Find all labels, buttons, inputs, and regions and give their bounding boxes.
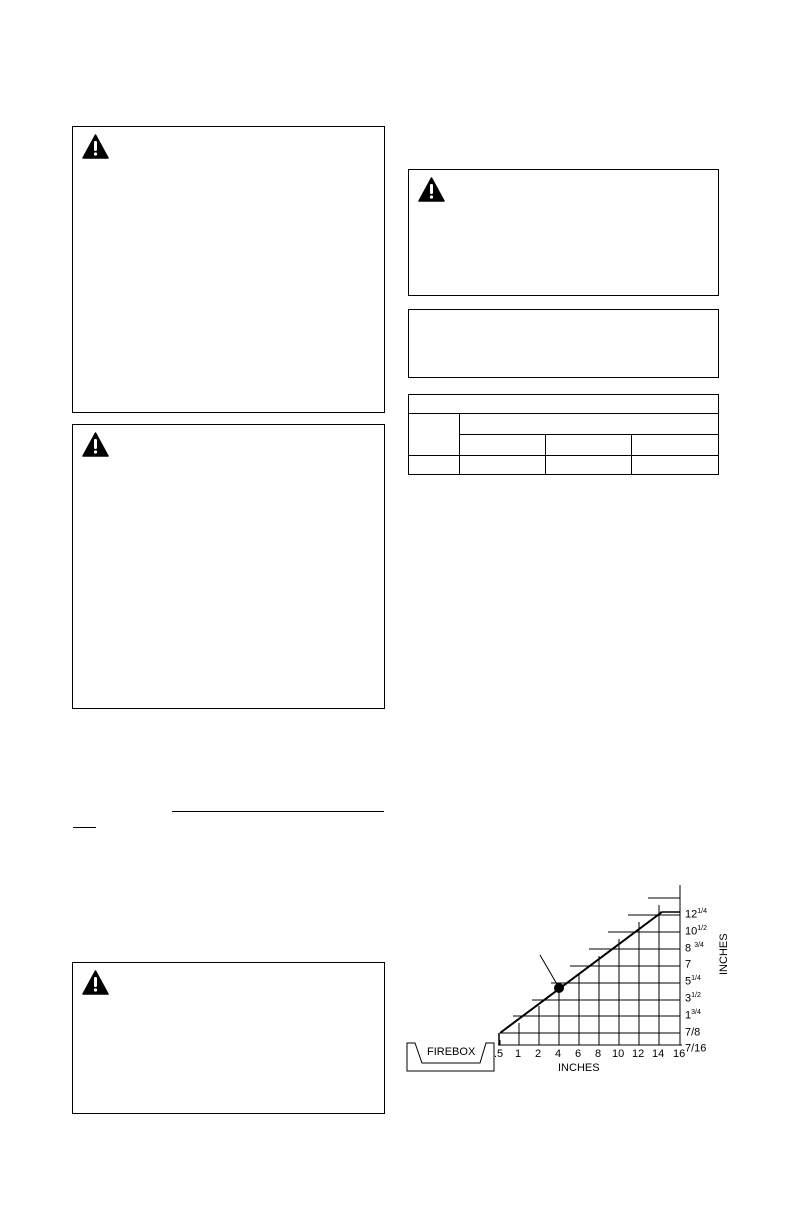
diagonal-clearance-line (500, 912, 662, 1033)
note-box (408, 309, 719, 378)
warning-triangle-icon (82, 970, 109, 995)
y-tick-label: $1^{3/4}$ (685, 1009, 701, 1022)
x-tick-label: .5 (494, 1048, 504, 1060)
y-tick-label: $12^{1/4}$ (685, 908, 707, 921)
x-axis-label: INCHES (558, 1062, 600, 1074)
table-rule (545, 434, 546, 474)
x-tick-label: 4 (555, 1048, 562, 1060)
y-tick-label: $3^{1/2}$ (685, 992, 701, 1005)
underline-rule-2 (73, 827, 96, 828)
table-rule (409, 413, 718, 414)
warning-box-4 (408, 169, 719, 296)
table-rule (409, 455, 718, 456)
warning-triangle-icon (82, 134, 109, 159)
table-rule (631, 434, 632, 474)
warning-box-3 (72, 962, 385, 1114)
table-rule (459, 413, 460, 474)
clearance-table (408, 394, 719, 475)
warning-triangle-icon (418, 177, 445, 202)
x-tick-label: 14 (652, 1048, 665, 1060)
y-tick-label: $10^{1/2}$ (685, 925, 707, 938)
clearance-diagram (400, 885, 760, 1110)
leader-line (540, 955, 558, 986)
x-tick-label: 1 (515, 1048, 522, 1060)
y-axis-label: INCHES (718, 933, 730, 975)
warning-triangle-icon (82, 432, 109, 457)
table-rule (459, 434, 718, 435)
x-tick-label: 8 (595, 1048, 602, 1060)
y-tick-label: 8 $^{3/4}$ (685, 942, 704, 955)
underline-rule-1 (172, 811, 384, 812)
y-tick-label: $5^{1/4}$ (685, 975, 701, 988)
y-tick-label: 7/8 (685, 1026, 701, 1039)
y-tick-label: 7 (685, 958, 692, 971)
firebox-label: FIREBOX (427, 1046, 476, 1058)
y-tick-label: 7/16 (685, 1042, 707, 1055)
x-tick-label: 2 (535, 1048, 542, 1060)
reference-point (554, 983, 564, 993)
x-tick-label: 10 (612, 1048, 625, 1060)
x-tick-label: 16 (673, 1048, 686, 1060)
x-tick-label: 12 (632, 1048, 645, 1060)
warning-box-2 (72, 424, 385, 709)
warning-box-1 (72, 126, 385, 413)
x-tick-label: 6 (575, 1048, 582, 1060)
